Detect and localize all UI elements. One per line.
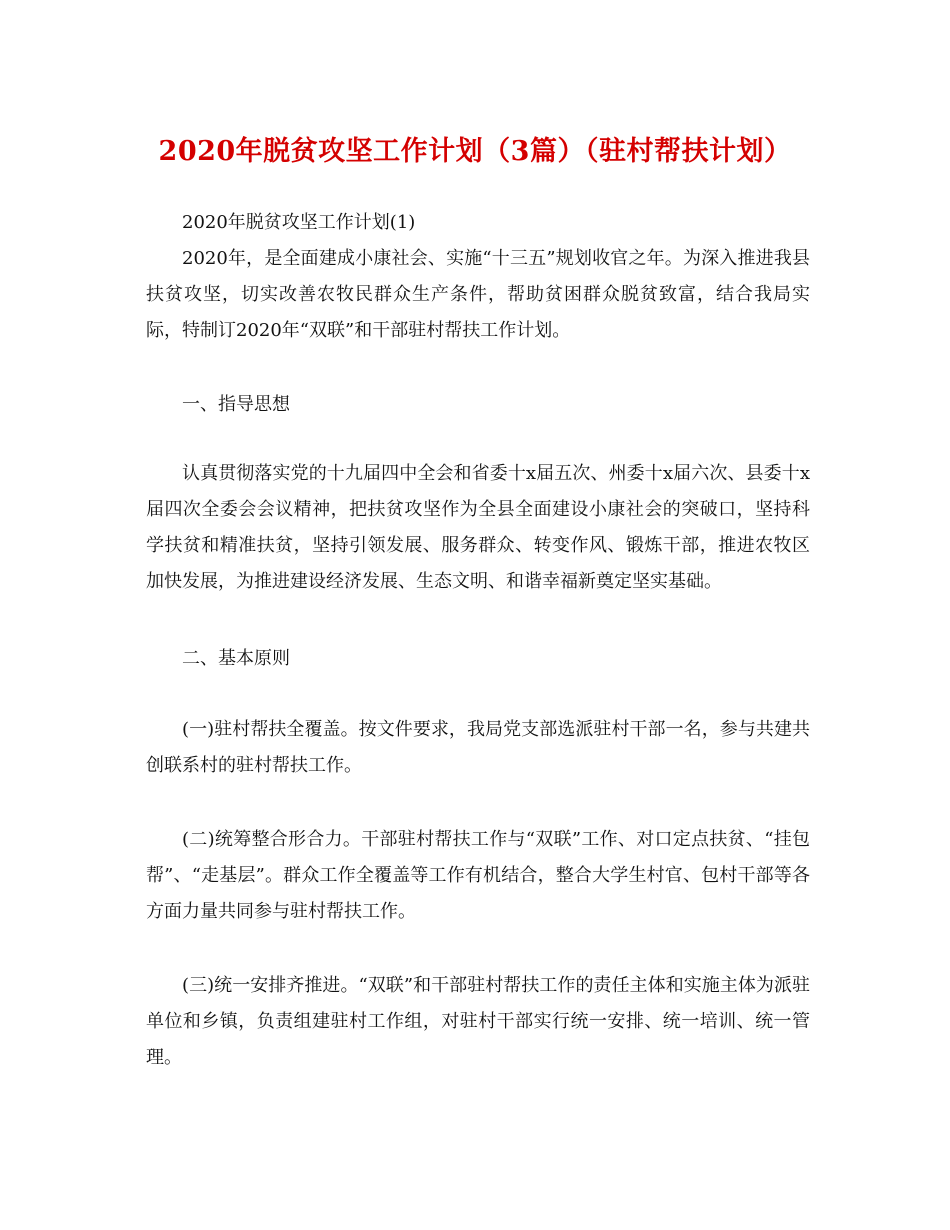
principle-paragraph-3: (三)统一安排齐推进。“双联”和干部驻村帮扶工作的责任主体和实施主体为派驻单位和乡镇，负责组建驻村工作组，对驻村干部实行统一安排、统一培训、统一管理。 — [146, 975, 810, 1068]
principle-paragraph-2: (二)统筹整合形合力。干部驻村帮扶工作与“双联”工作、对口定点扶贫、“挂包帮”、“走基层”。群众工作全覆盖等工作有机结合，整合大学生村官、包村干部等各方面力量共同参与驻村帮扶工作。 — [146, 829, 810, 922]
guiding-thought-paragraph: 认真贯彻落实党的十九届四中全会和省委十x届五次、州委十x届六次、县委十x届四次全委会会议精神，把扶贫攻坚作为全县全面建设小康社会的突破口，坚持科学扶贫和精准扶贫，坚持引领发展、服务群众、转变作风、锻炼干部，推进农牧区加快发展，为推进建设经济发展、生态文明、和谐幸福新奠定坚实基础。 — [146, 463, 810, 592]
document-title: 2020年脱贫攻坚工作计划（3篇）（驻村帮扶计划） — [158, 136, 792, 167]
intro-paragraph: 2020年，是全面建成小康社会、实施“十三五”规划收官之年。为深入推进我县扶贫攻坚，切实改善农牧民群众生产条件，帮助贫困群众脱贫致富，结合我局实际，特制订2020年“双联”和干部驻村帮扶工作计划。 — [146, 248, 810, 341]
section-heading-guiding-thought: 一、指导思想 — [182, 394, 290, 415]
principle-paragraph-1: (一)驻村帮扶全覆盖。按文件要求，我局党支部选派驻村干部一名，参与共建共创联系村的驻村帮扶工作。 — [146, 719, 810, 776]
section-heading-basic-principles: 二、基本原则 — [182, 648, 290, 669]
section-heading-plan-1: 2020年脱贫攻坚工作计划(1) — [182, 212, 416, 233]
